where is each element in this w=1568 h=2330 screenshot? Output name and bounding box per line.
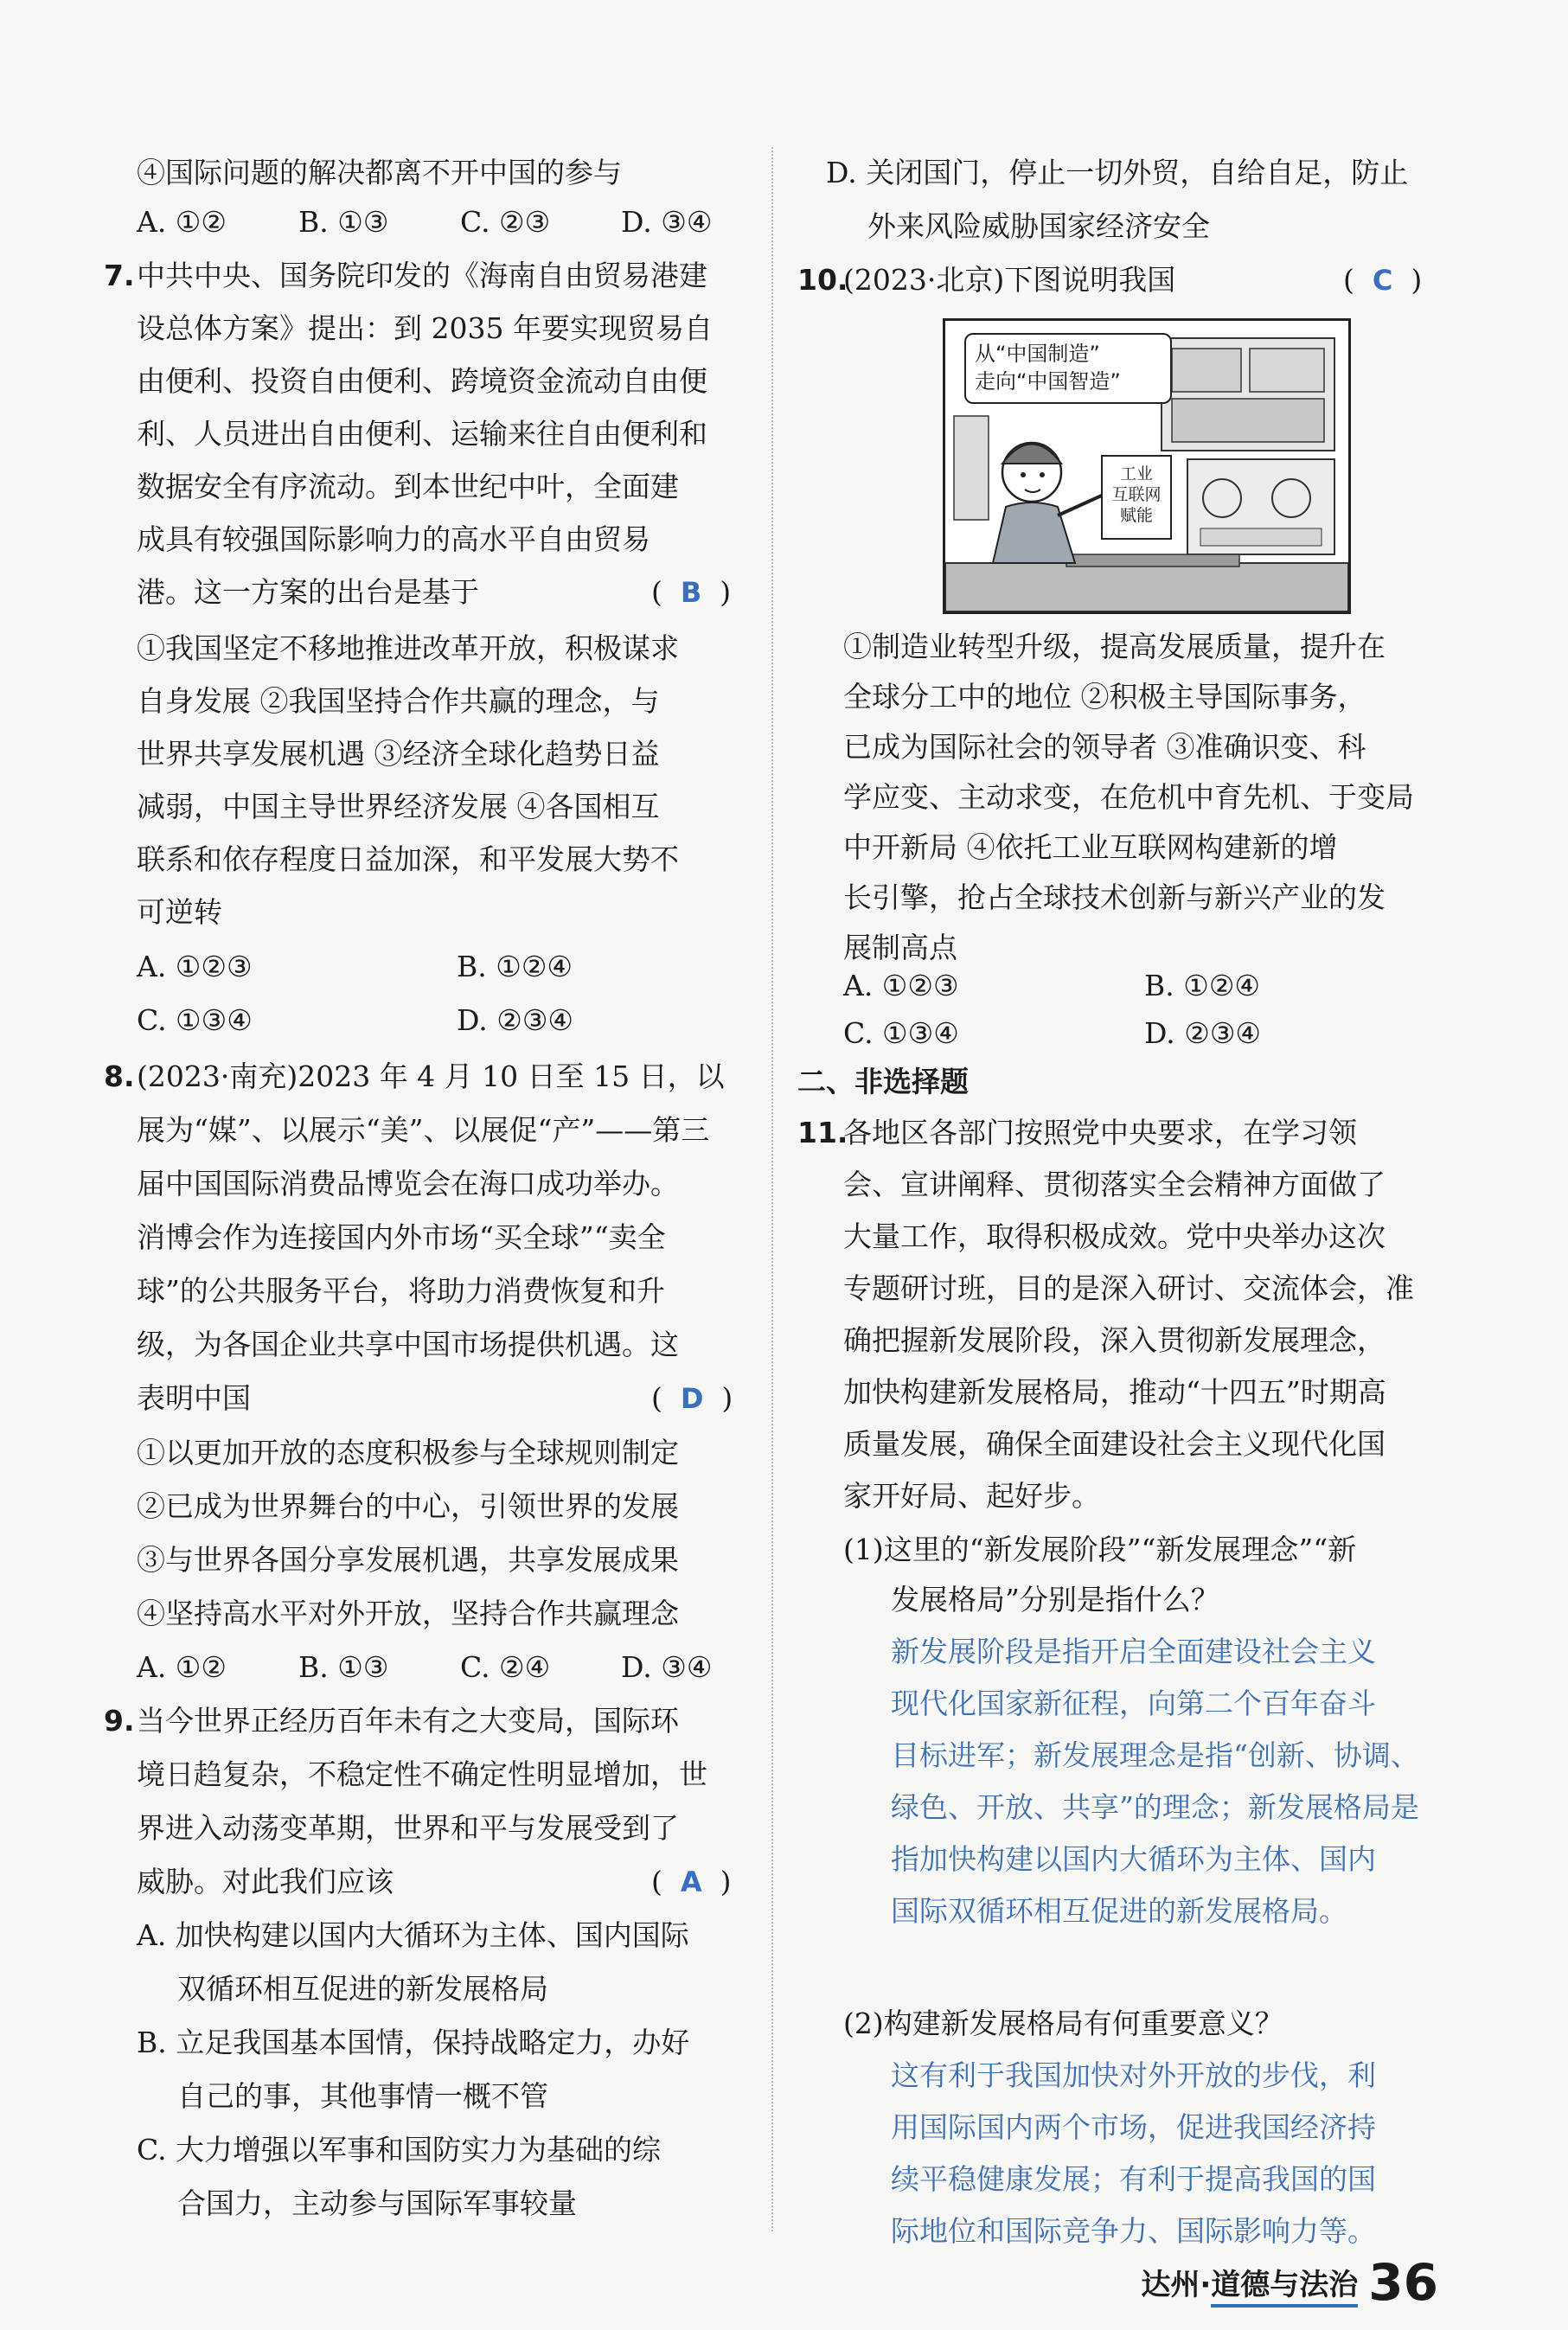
q11-sub1-question: (1)这里的“新发展阶段”“新发展理念”“新 (843, 1533, 1357, 1566)
q8-option-b: B. ①③ (298, 1650, 389, 1684)
q10-option-d: D. ②③④ (1144, 1016, 1262, 1050)
page-footer (1141, 2253, 1438, 2312)
q10-option-a: A. ①②③ (843, 969, 959, 1002)
q10-stem: (2023·北京)下图说明我国 (843, 263, 1176, 297)
q11-line: 大量工作，取得积极成效。党中央举办这次 (843, 1219, 1386, 1253)
q11-line: 加快构建新发展格局，推动“十四五”时期高 (843, 1375, 1386, 1409)
q9-option-c: C. 大力增强以军事和国防实力为基础的综 (137, 2133, 662, 2167)
q7-statement: 减弱，中国主导世界经济发展 ④各国相互 (137, 790, 660, 823)
q9-option-a: A. 加快构建以国内大循环为主体、国内国际 (137, 1918, 689, 1952)
q9-line: 境日趋复杂，不稳定性不确定性明显增加，世 (137, 1757, 707, 1791)
q10-answer-bracket: ( C ) (1343, 263, 1423, 297)
q9-option-c-cont: 合国力，主动参与国际军事较量 (177, 2186, 577, 2220)
q9-option-b-cont: 自己的事，其他事情一概不管 (177, 2079, 548, 2113)
q7-line: 设总体方案》提出：到 2035 年要实现贸易自 (137, 311, 713, 345)
q8-line: 展为“媒”、以展示“美”、以展促“产”——第三 (137, 1113, 710, 1147)
q8-option-d: D. ③④ (621, 1650, 713, 1684)
q9-answer-bracket: ( A ) (651, 1865, 732, 1898)
q7-statement: 可逆转 (137, 895, 222, 929)
q10-statement: 中开新局 ④依托工业互联网构建新的增 (843, 830, 1338, 864)
q8-answer: D (680, 1382, 704, 1415)
q10-statement: 全球分工中的地位 ②积极主导国际事务， (843, 680, 1366, 714)
q8-number: 8. (104, 1059, 135, 1093)
footer-subject: 道德与法治 (1211, 2268, 1358, 2308)
q10-cartoon (943, 318, 1351, 614)
footer-dot: · (1200, 2268, 1212, 2302)
q11-answer2-line: 续平稳健康发展；有利于提高我国的国 (891, 2162, 1376, 2196)
q11-line: 家开好局、起好步。 (843, 1479, 1100, 1513)
q8-line: 消博会作为连接国内外市场“买全球”“卖全 (137, 1220, 666, 1254)
cartoon-speech-bubble (964, 333, 1172, 404)
q8-option-c: C. ②④ (460, 1650, 551, 1684)
column-divider (771, 147, 773, 2231)
board-text-line: 互联网 (1111, 485, 1162, 504)
q9-option-b: B. 立足我国基本国情，保持战略定力，办好 (137, 2026, 690, 2059)
section-non-choice-title: 二、非选择题 (797, 1065, 969, 1098)
q10-option-b: B. ①②④ (1144, 969, 1260, 1002)
q9-number: 9. (104, 1704, 135, 1738)
q11-answer2-line: 际地位和国际竞争力、国际影响力等。 (891, 2214, 1376, 2248)
q8-statement: ①以更加开放的态度积极参与全球规则制定 (137, 1436, 679, 1469)
footer-place: 达州 (1141, 2268, 1200, 2302)
q7-line: 利、人员进出自由便利、运输来往自由便利和 (137, 417, 707, 451)
board-text-line: 赋能 (1119, 506, 1153, 525)
q6-option-c: C. ②③ (460, 205, 551, 239)
q8-answer-bracket: ( D ) (651, 1381, 733, 1415)
q8-option-a: A. ①② (137, 1650, 227, 1684)
q11-line: 专题研讨班，目的是深入研讨、交流体会，准 (843, 1271, 1414, 1305)
q9-line: 界进入动荡变革期，世界和平与发展受到了 (137, 1811, 679, 1845)
q7-number: 7. (104, 259, 135, 292)
q8-line: 表明中国 (137, 1381, 251, 1415)
q9-line: 当今世界正经历百年未有之大变局，国际环 (137, 1704, 679, 1738)
q6-option-a: A. ①② (137, 205, 227, 239)
q7-option-a: A. ①②③ (137, 950, 253, 983)
q10-statement: 展制高点 (843, 931, 957, 964)
q8-statement: ③与世界各国分享发展机遇，共享发展成果 (137, 1543, 679, 1577)
q11-line: 确把握新发展阶段，深入贯彻新发展理念， (843, 1323, 1386, 1357)
q11-answer1-line: 目标进军；新发展理念是指“创新、协调、 (891, 1738, 1419, 1772)
q8-line: 球”的公共服务平台，将助力消费恢复和升 (137, 1274, 665, 1308)
page-number: 36 (1368, 2253, 1438, 2312)
q8-statement: ②已成为世界舞台的中心，引领世界的发展 (137, 1489, 679, 1523)
q7-answer-bracket: ( B ) (651, 575, 732, 609)
q11-answer1-line: 国际双循环相互促进的新发展格局。 (891, 1894, 1347, 1928)
q10-number: 10. (797, 263, 848, 297)
q10-statement: 学应变、主动求变，在危机中育先机、于变局 (843, 780, 1414, 814)
q6-statement-4: ④国际问题的解决都离不开中国的参与 (137, 156, 622, 189)
q7-line: 由便利、投资自由便利、跨境资金流动自由便 (137, 364, 707, 398)
q7-statement: 自身发展 ②我国坚持合作共赢的理念，与 (137, 684, 660, 718)
q7-option-c: C. ①③④ (137, 1003, 253, 1037)
q11-answer2-line: 这有利于我国加快对外开放的步伐，利 (891, 2058, 1376, 2092)
q9-option-a-cont: 双循环相互促进的新发展格局 (177, 1972, 548, 2006)
q11-sub2-question: (2)构建新发展格局有何重要意义？ (843, 2007, 1283, 2040)
q7-statement: 世界共享发展机遇 ③经济全球化趋势日益 (137, 737, 660, 771)
q10-option-c: C. ①③④ (843, 1016, 959, 1050)
q11-line: 质量发展，确保全面建设社会主义现代化国 (843, 1427, 1386, 1461)
q11-answer1-line: 指加快构建以国内大循环为主体、国内 (891, 1842, 1376, 1876)
q9-option-d: D. 关闭国门，停止一切外贸，自给自足，防止 (826, 156, 1409, 189)
q8-statement: ④坚持高水平对外开放，坚持合作共赢理念 (137, 1597, 679, 1630)
q11-line: 会、宣讲阐释、贯彻落实全会精神方面做了 (843, 1168, 1386, 1201)
q11-line: 各地区各部门按照党中央要求，在学习领 (843, 1116, 1357, 1149)
cartoon-sign-board (1101, 455, 1172, 540)
q9-line: 威胁。对此我们应该 (137, 1865, 394, 1898)
q8-line: (2023·南充)2023 年 4 月 10 日至 15 日，以 (137, 1059, 725, 1093)
q7-line: 数据安全有序流动。到本世纪中叶，全面建 (137, 470, 679, 503)
q11-sub1-question-cont: 发展格局”分别是指什么？ (891, 1583, 1219, 1616)
q7-option-b: B. ①②④ (457, 950, 573, 983)
q6-option-b: B. ①③ (298, 205, 389, 239)
bubble-text-line: 走向“中国智造” (975, 369, 1121, 394)
q8-line: 届中国国际消费品博览会在海口成功举办。 (137, 1167, 679, 1200)
q7-statement: 联系和依存程度日益加深，和平发展大势不 (137, 842, 679, 876)
q11-number: 11. (797, 1116, 848, 1149)
board-text-line: 工业 (1119, 464, 1153, 483)
q8-line: 级，为各国企业共享中国市场提供机遇。这 (137, 1328, 679, 1361)
q10-statement: ①制造业转型升级，提高发展质量，提升在 (843, 630, 1386, 663)
q11-answer1-line: 现代化国家新征程，向第二个百年奋斗 (891, 1687, 1376, 1720)
q11-answer2-line: 用国际国内两个市场，促进我国经济持 (891, 2110, 1376, 2144)
q10-statement: 已成为国际社会的领导者 ③准确识变、科 (843, 730, 1366, 764)
q6-option-d: D. ③④ (621, 205, 713, 239)
q7-statement: ①我国坚定不移地推进改革开放，积极谋求 (137, 631, 679, 665)
q7-answer: B (680, 576, 702, 609)
q7-option-d: D. ②③④ (457, 1003, 574, 1037)
q10-statement: 长引擎，抢占全球技术创新与新兴产业的发 (843, 880, 1386, 914)
q11-answer1-line: 绿色、开放、共享”的理念；新发展格局是 (891, 1790, 1419, 1824)
q7-line: 港。这一方案的出台是基于 (137, 575, 479, 609)
q7-line: 成具有较强国际影响力的高水平自由贸易 (137, 522, 650, 556)
q7-line: 中共中央、国务院印发的《海南自由贸易港建 (137, 259, 707, 292)
q10-answer: C (1372, 264, 1393, 297)
bubble-text-line: 从“中国制造” (975, 342, 1100, 366)
q9-option-d-cont: 外来风险威胁国家经济安全 (867, 209, 1210, 243)
q11-answer1-line: 新发展阶段是指开启全面建设社会主义 (891, 1635, 1376, 1668)
q9-answer: A (680, 1866, 702, 1898)
